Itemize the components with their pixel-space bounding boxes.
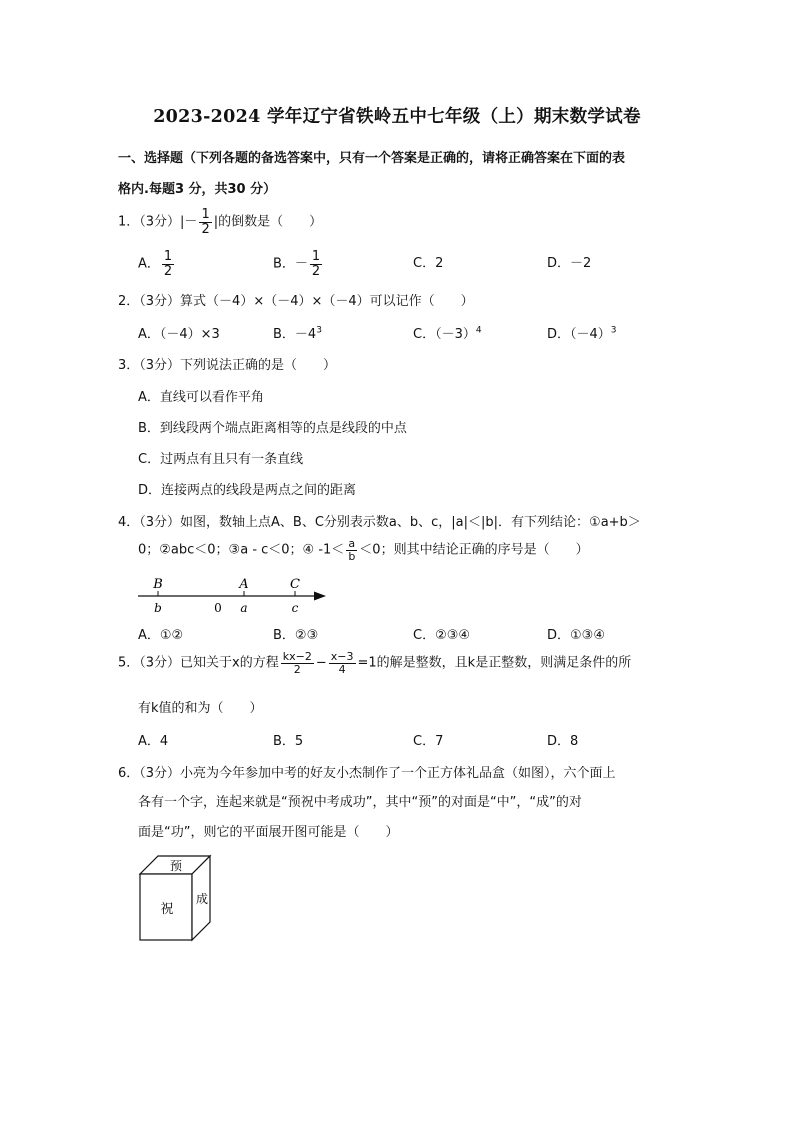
- question-6-line1: 6．（3分）小亮为今年参加中考的好友小杰制作了一个正方体礼品盒（如图），六个面上: [118, 766, 616, 781]
- q1-a-num: 1: [163, 249, 173, 264]
- q3-option-d[interactable]: D．连接两点的线段是两点之间的距离: [138, 483, 357, 498]
- question-5-line2: 有k值的和为（ ）: [138, 701, 263, 716]
- q4-fraction: [346, 538, 357, 562]
- cube-figure: [136, 852, 216, 944]
- q2-option-a[interactable]: A．（－4）×3: [138, 327, 220, 342]
- q4-option-b[interactable]: B．②③: [273, 628, 319, 643]
- question-4-line2: [138, 538, 589, 562]
- q2-d-base: D．（－4）: [547, 327, 611, 342]
- q4-option-c[interactable]: C．②③④: [413, 628, 471, 643]
- q3-option-b[interactable]: B．到线段两个端点距离相等的点是线段的中点: [138, 421, 407, 436]
- q2-option-b[interactable]: [273, 323, 322, 342]
- q1-option-c[interactable]: C．2: [413, 256, 444, 271]
- q1-prefix: 1．（3分）|－: [118, 214, 198, 230]
- question-2-stem: 2．（3分）算式（－4）×（－4）×（－4）可以记作（ ）: [118, 294, 474, 309]
- q4-option-d[interactable]: D．①③④: [547, 628, 605, 643]
- value-c-label: c: [291, 601, 299, 615]
- page-title: 2023-2024 学年辽宁省铁岭五中七年级（上）期末数学试卷: [153, 107, 641, 127]
- q2-option-c[interactable]: [413, 323, 482, 342]
- q5-fraction-2: [329, 651, 356, 675]
- q2-b-base: B．－4: [273, 327, 317, 342]
- q4-frac-den: b: [348, 549, 356, 563]
- q1-b-den: 2: [311, 263, 321, 279]
- q2-c-base: C．（－3）: [413, 327, 476, 342]
- q4-line2-b: ＜0；则其中结论正确的序号是（ ）: [359, 542, 589, 558]
- q1-option-d[interactable]: D．－2: [547, 256, 592, 271]
- q4-line2-a: 0；②abc＜0；③a - c＜0；④ -1＜: [138, 542, 345, 558]
- q5-line1-b: =1的解是整数，且k是正整数，则满足条件的所: [357, 655, 632, 671]
- number-line-figure: [130, 574, 340, 618]
- q3-option-a[interactable]: A．直线可以看作平角: [138, 390, 264, 405]
- question-3-stem: 3．（3分）下列说法正确的是（ ）: [118, 358, 337, 373]
- cube-right-char: 成: [195, 892, 209, 906]
- point-A-label: A: [239, 577, 249, 592]
- q5-f1-den: 2: [293, 662, 301, 676]
- point-C-label: C: [290, 577, 300, 592]
- q1-fraction: [199, 208, 211, 236]
- question-5-line1: [118, 651, 631, 675]
- q5-fraction-1: [281, 651, 314, 675]
- section-header-line2: 格内.每题3 分，共30 分）: [118, 182, 277, 197]
- section-header-line1: 一、选择题（下列各题的备选答案中，只有一个答案是正确的，请将正确答案在下面的表: [118, 151, 626, 166]
- q1-b-label: B．－: [273, 256, 308, 272]
- q1-a-label: A．: [138, 256, 160, 272]
- q2-option-d[interactable]: [547, 323, 617, 342]
- q1-option-a[interactable]: [138, 250, 176, 278]
- q1-frac-den: 2: [201, 221, 210, 237]
- q2-d-exp: 3: [610, 325, 617, 336]
- zero-label: 0: [214, 601, 222, 615]
- q1-a-den: 2: [163, 263, 173, 279]
- question-4-line1: 4．（3分）如图，数轴上点A、B、C分别表示数a、b、c，|a|＜|b|．有下列结论：①a+b＞: [118, 515, 641, 530]
- q5-option-a[interactable]: A．4: [138, 734, 169, 749]
- cube-top-char: 预: [169, 859, 183, 873]
- number-line-arrow: [314, 592, 326, 601]
- q1-a-frac: [162, 250, 174, 278]
- q2-c-exp: 4: [475, 325, 482, 336]
- q1-suffix: |的倒数是（ ）: [213, 214, 323, 230]
- q5-option-c[interactable]: C．7: [413, 734, 444, 749]
- q1-b-frac: [310, 250, 322, 278]
- question-1-stem: [118, 208, 322, 236]
- q2-b-exp: 3: [316, 325, 322, 336]
- question-6-line3: 面是“功”，则它的平面展开图可能是（ ）: [138, 825, 399, 840]
- value-b-label: b: [154, 601, 162, 615]
- cube-front-char: 祝: [160, 902, 174, 917]
- q5-f2-num: x−3: [330, 650, 354, 663]
- q5-line1-a: 5．（3分）已知关于x的方程: [118, 655, 279, 671]
- q3-option-c[interactable]: C．过两点有且只有一条直线: [138, 452, 304, 467]
- question-6-line2: 各有一个字，连起来就是“预祝中考成功”，其中“预”的对面是“中”，“成”的对: [138, 795, 582, 810]
- q5-f2-den: 4: [338, 662, 346, 676]
- value-a-label: a: [240, 601, 248, 615]
- q5-f1-num: kx−2: [282, 650, 312, 663]
- point-B-label: B: [153, 577, 163, 592]
- q4-frac-num: a: [346, 538, 357, 551]
- q5-minus: −: [315, 655, 327, 671]
- q1-option-b[interactable]: [273, 250, 324, 278]
- q5-option-b[interactable]: B．5: [273, 734, 304, 749]
- q1-frac-num: 1: [201, 207, 210, 222]
- q4-option-a[interactable]: A．①②: [138, 628, 184, 643]
- q1-b-num: 1: [311, 249, 321, 264]
- q5-option-d[interactable]: D．8: [547, 734, 579, 749]
